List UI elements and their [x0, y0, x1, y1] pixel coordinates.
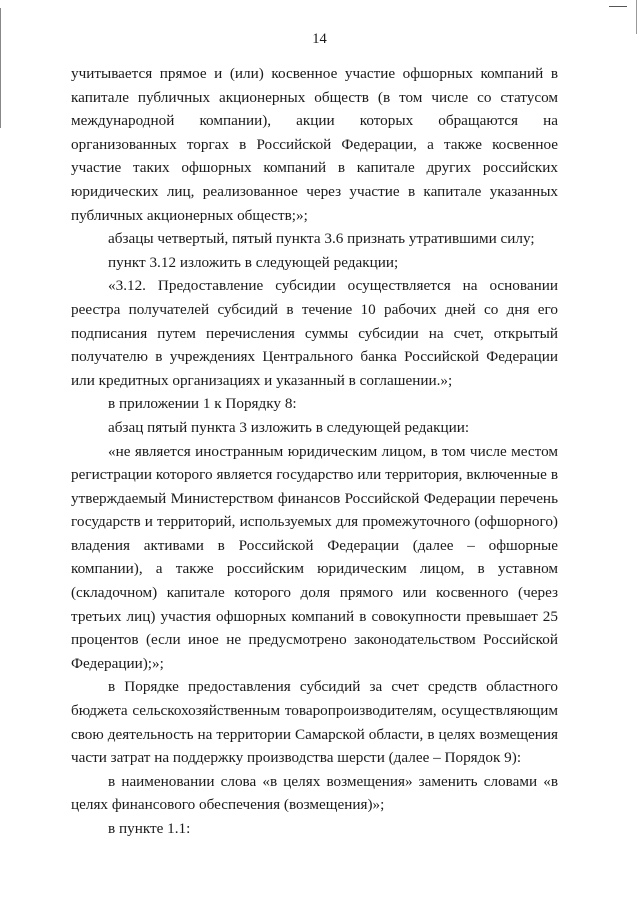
- paragraph-quoted-clause: «не является иностранным юридическим лицом, в том числе местом регистрации которого является государство или территория, включенные в утверждаемый Министерством финансов Российской Федерации перечень государств и территорий, используемых для промежуточного (офшорного) владения активами в Российской Федерации (далее – офшорные компании), а также российским юридическим лицом, в уставном (складочном) капитале которого доля прямого или косвенного (через третьих лиц) участия офшорных компаний в совокупности превышает 25 процентов (если иное не предусмотрено законодательством Российской Федерации);»;: [71, 442, 558, 672]
- paragraph-continuation: учитывается прямое и (или) косвенное участие офшорных компаний в капитале публичных акционерных обществ (в том числе со статусом международной компании), акции которых обращаются на организованных торгах в Российской Федерации, а также косвенное участие таких офшорных компаний в капитале других российских юридических лиц, реализованное через участие в капитале указанных публичных акционерных обществ;»;: [71, 65, 558, 224]
- paragraph-item: абзац пятый пункта 3 изложить в следующей редакции:: [108, 418, 470, 436]
- paragraph-item: в пункте 1.1:: [108, 820, 191, 837]
- page-number: 14: [312, 31, 327, 47]
- scan-artifact-right-edge: [636, 0, 637, 34]
- paragraph-item: в Порядке предоставления субсидий за счет средств областного бюджета сельскохозяйственным товаропроизводителям, осуществляющим свою деятельность на территории Самарской области, в целях возмещения части затрат на поддержку производства шерсти (далее – Порядок 9):: [71, 678, 558, 767]
- paragraph-item: абзацы четвертый, пятый пункта 3.6 признать утратившими силу;: [108, 230, 535, 248]
- scan-artifact-left-edge: [0, 8, 1, 128]
- paragraph-item: в наименовании слова «в целях возмещения» заменить словами «в целях финансового обеспечения (возмещения)»;: [71, 772, 558, 814]
- document-body: [71, 62, 558, 841]
- paragraph-quoted-clause: «3.12. Предоставление субсидии осуществляется на основании реестра получателей субсидий в течение 10 рабочих дней со дня его подписания путем перечисления суммы субсидии на счет, открытый получателю в учреждениях Центрального банка Российской Федерации или кредитных организациях и указанный в соглашении.»;: [71, 277, 558, 389]
- scan-artifact-top-right: [609, 6, 627, 7]
- paragraph-item: в приложении 1 к Порядку 8:: [108, 395, 297, 413]
- paragraph-item: пункт 3.12 изложить в следующей редакции;: [108, 253, 399, 271]
